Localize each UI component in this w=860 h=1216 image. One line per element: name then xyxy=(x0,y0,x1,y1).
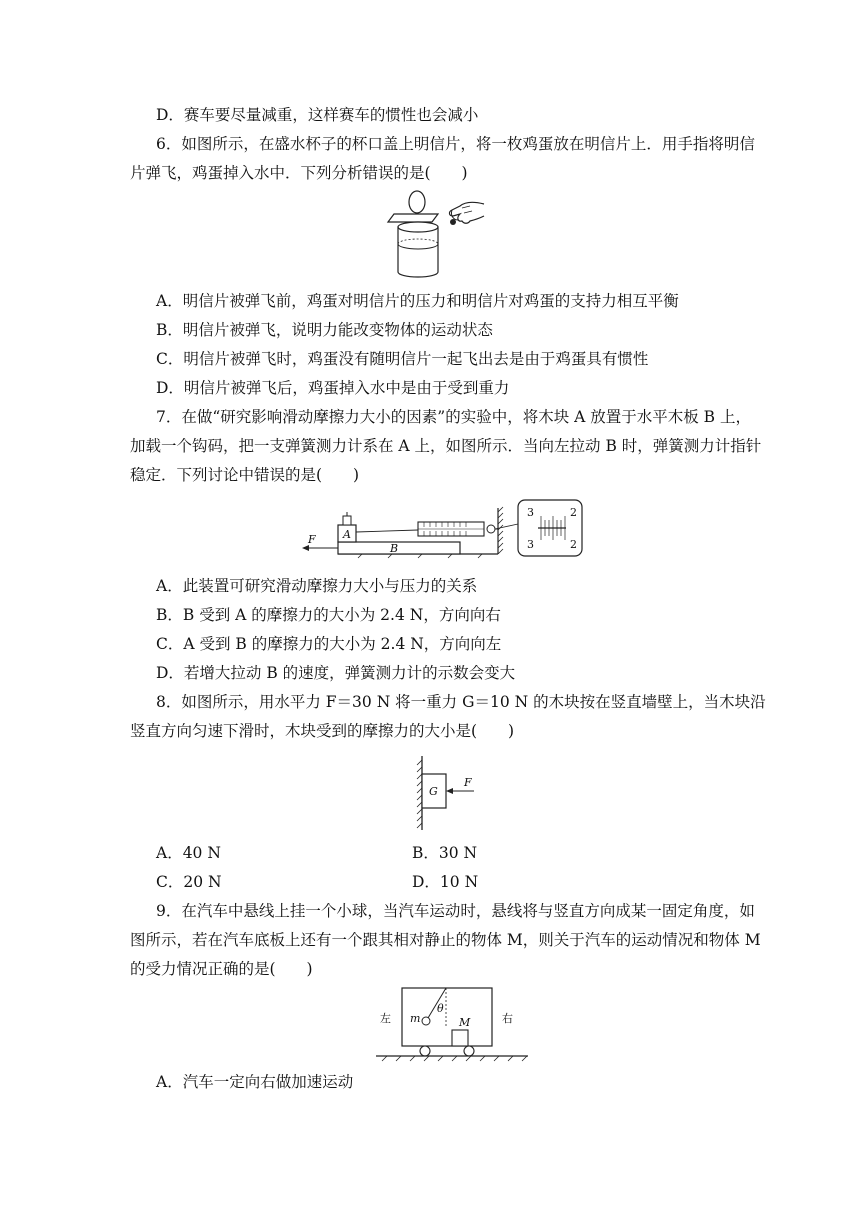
car-pendulum-figure xyxy=(372,986,532,1066)
q7-option-c: C．A 受到 B 的摩擦力的大小为 2.4 N，方向向左 xyxy=(156,635,502,653)
q6-option-b: B．明信片被弹飞，说明力能改变物体的运动状态 xyxy=(156,321,493,339)
label-m-big: M xyxy=(459,1016,471,1029)
label-right: 右 xyxy=(502,1012,513,1025)
q7-stem-line2: 加载一个钩码，把一支弹簧测力计系在 A 上，如图所示．当向左拉动 B 时，弹簧测力计指针 xyxy=(130,437,762,455)
q8-option-d: D．10 N xyxy=(412,873,479,891)
q7-option-d: D．若增大拉动 B 的速度，弹簧测力计的示数会变大 xyxy=(156,664,516,682)
label-a: A xyxy=(343,528,351,541)
q8-stem-line2: 竖直方向匀速下滑时，木块受到的摩擦力的大小是( ) xyxy=(130,722,515,740)
label-g: G xyxy=(429,785,438,798)
label-f: F xyxy=(464,776,472,789)
q9-stem-line3: 的受力情况正确的是( ) xyxy=(130,960,313,978)
q7-option-b: B．B 受到 A 的摩擦力的大小为 2.4 N，方向向右 xyxy=(156,606,501,624)
q7-figure xyxy=(298,494,588,566)
label-left: 左 xyxy=(380,1012,391,1025)
q8-figure xyxy=(404,752,484,834)
q6-stem-line2: 片弹飞，鸡蛋掉入水中．下列分析错误的是( ) xyxy=(130,164,468,182)
q9-option-a: A．汽车一定向右做加速运动 xyxy=(156,1073,354,1091)
zoom-tick-2-bottom: 2 xyxy=(570,538,577,551)
zoom-tick-3-bottom: 3 xyxy=(527,538,534,551)
q6-stem-line1: 6．如图所示，在盛水杯子的杯口盖上明信片，将一枚鸡蛋放在明信片上．用手指将明信 xyxy=(156,135,755,153)
label-b: B xyxy=(390,542,399,555)
q8-option-b: B．30 N xyxy=(412,844,478,862)
spring-scale-figure xyxy=(298,494,588,566)
q9-stem-line1: 9．在汽车中悬线上挂一个小球，当汽车运动时，悬线将与竖直方向成某一固定角度，如 xyxy=(156,902,755,920)
label-theta: θ xyxy=(437,1002,444,1015)
zoom-tick-2-top: 2 xyxy=(570,506,577,519)
label-m-small: m xyxy=(410,1012,421,1025)
q5-option-d: D．赛车要尽量减重，这样赛车的惯性也会减小 xyxy=(156,106,479,124)
q9-stem-line2: 图所示，若在汽车底板上还有一个跟其相对静止的物体 M，则关于汽车的运动情况和物体 M xyxy=(130,931,761,949)
q9-figure xyxy=(372,986,532,1066)
cup-egg-figure xyxy=(380,186,490,284)
q8-option-a: A．40 N xyxy=(156,844,221,862)
wall-block-figure xyxy=(404,752,484,834)
q7-stem-line1: 7．在做“研究影响滑动摩擦力大小的因素”的实验中，将木块 A 放置于水平木板 B 上， xyxy=(156,408,752,426)
q8-stem-line1: 8．如图所示，用水平力 F＝30 N 将一重力 G＝10 N 的木块按在竖直墙壁上，当木块沿 xyxy=(156,693,766,711)
q7-stem-line3: 稳定．下列讨论中错误的是( ) xyxy=(130,466,360,484)
q6-figure xyxy=(380,186,490,284)
q6-option-c: C．明信片被弹飞时，鸡蛋没有随明信片一起飞出去是由于鸡蛋具有惯性 xyxy=(156,350,649,368)
zoom-tick-3-top: 3 xyxy=(527,506,534,519)
q8-option-c: C．20 N xyxy=(156,873,222,891)
q6-option-a: A．明信片被弹飞前，鸡蛋对明信片的压力和明信片对鸡蛋的支持力相互平衡 xyxy=(156,292,679,310)
q6-option-d: D．明信片被弹飞后，鸡蛋掉入水中是由于受到重力 xyxy=(156,379,510,397)
label-f: F xyxy=(308,533,316,546)
q7-option-a: A．此装置可研究滑动摩擦力大小与压力的关系 xyxy=(156,577,478,595)
